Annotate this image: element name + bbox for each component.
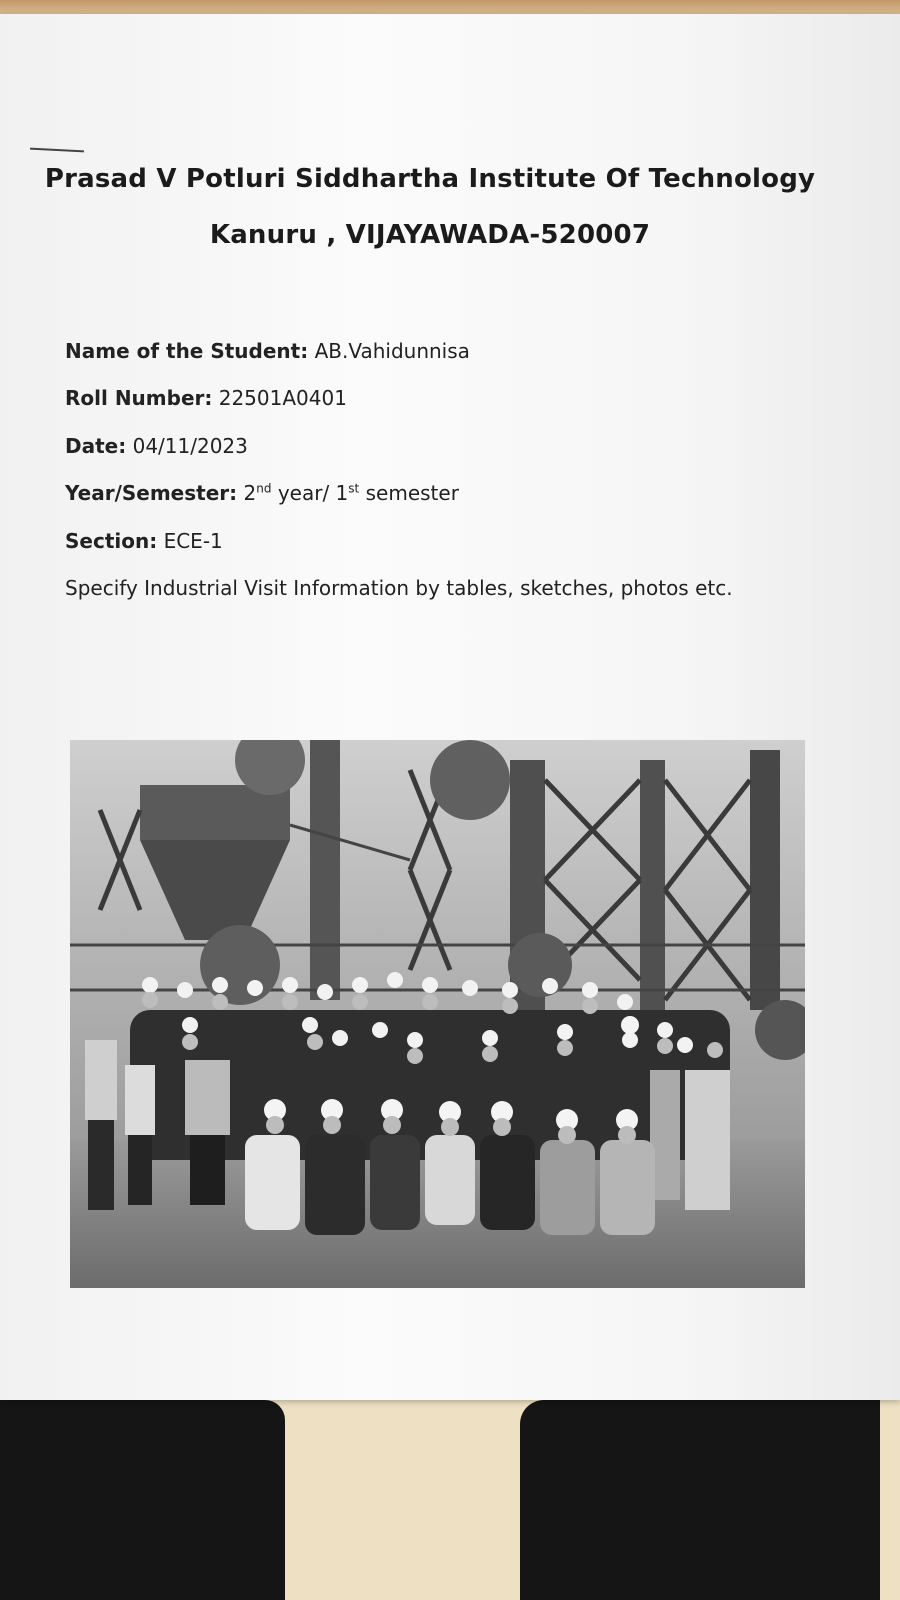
date-value: 04/11/2023 <box>132 434 248 458</box>
semester-text: semester <box>365 481 459 505</box>
roll-number-field <box>65 386 347 410</box>
roll-number-value: 22501A0401 <box>218 386 347 410</box>
section-label: Section: <box>65 529 158 553</box>
group-photo-illustration <box>70 740 805 1288</box>
year-number: 2 <box>243 481 257 505</box>
roll-number-label: Roll Number: <box>65 386 213 410</box>
date-field <box>65 434 248 458</box>
section-value: ECE-1 <box>163 529 223 553</box>
student-name-value: AB.Vahidunnisa <box>314 339 470 363</box>
instruction-text: Specify Industrial Visit Information by tables, sketches, photos etc. <box>65 576 733 600</box>
group-photo <box>70 740 805 1288</box>
section-field <box>65 529 223 553</box>
year-suffix: nd <box>256 481 272 496</box>
student-name-field <box>65 339 470 363</box>
semester-suffix: st <box>348 481 360 496</box>
year-semester-label: Year/Semester: <box>65 481 238 505</box>
year-semester-field <box>65 481 459 505</box>
institute-address: Kanuru , VIJAYAWADA-520007 <box>209 220 651 250</box>
institute-name: Prasad V Potluri Siddhartha Institute Of Technology <box>44 164 816 194</box>
semester-number: 1 <box>335 481 349 505</box>
year-text: year/ <box>277 481 336 505</box>
pen-mark <box>30 148 84 153</box>
person-leg-left <box>0 1400 285 1600</box>
student-name-label: Name of the Student: <box>65 339 309 363</box>
person-leg-right <box>520 1400 880 1600</box>
date-label: Date: <box>65 434 127 458</box>
